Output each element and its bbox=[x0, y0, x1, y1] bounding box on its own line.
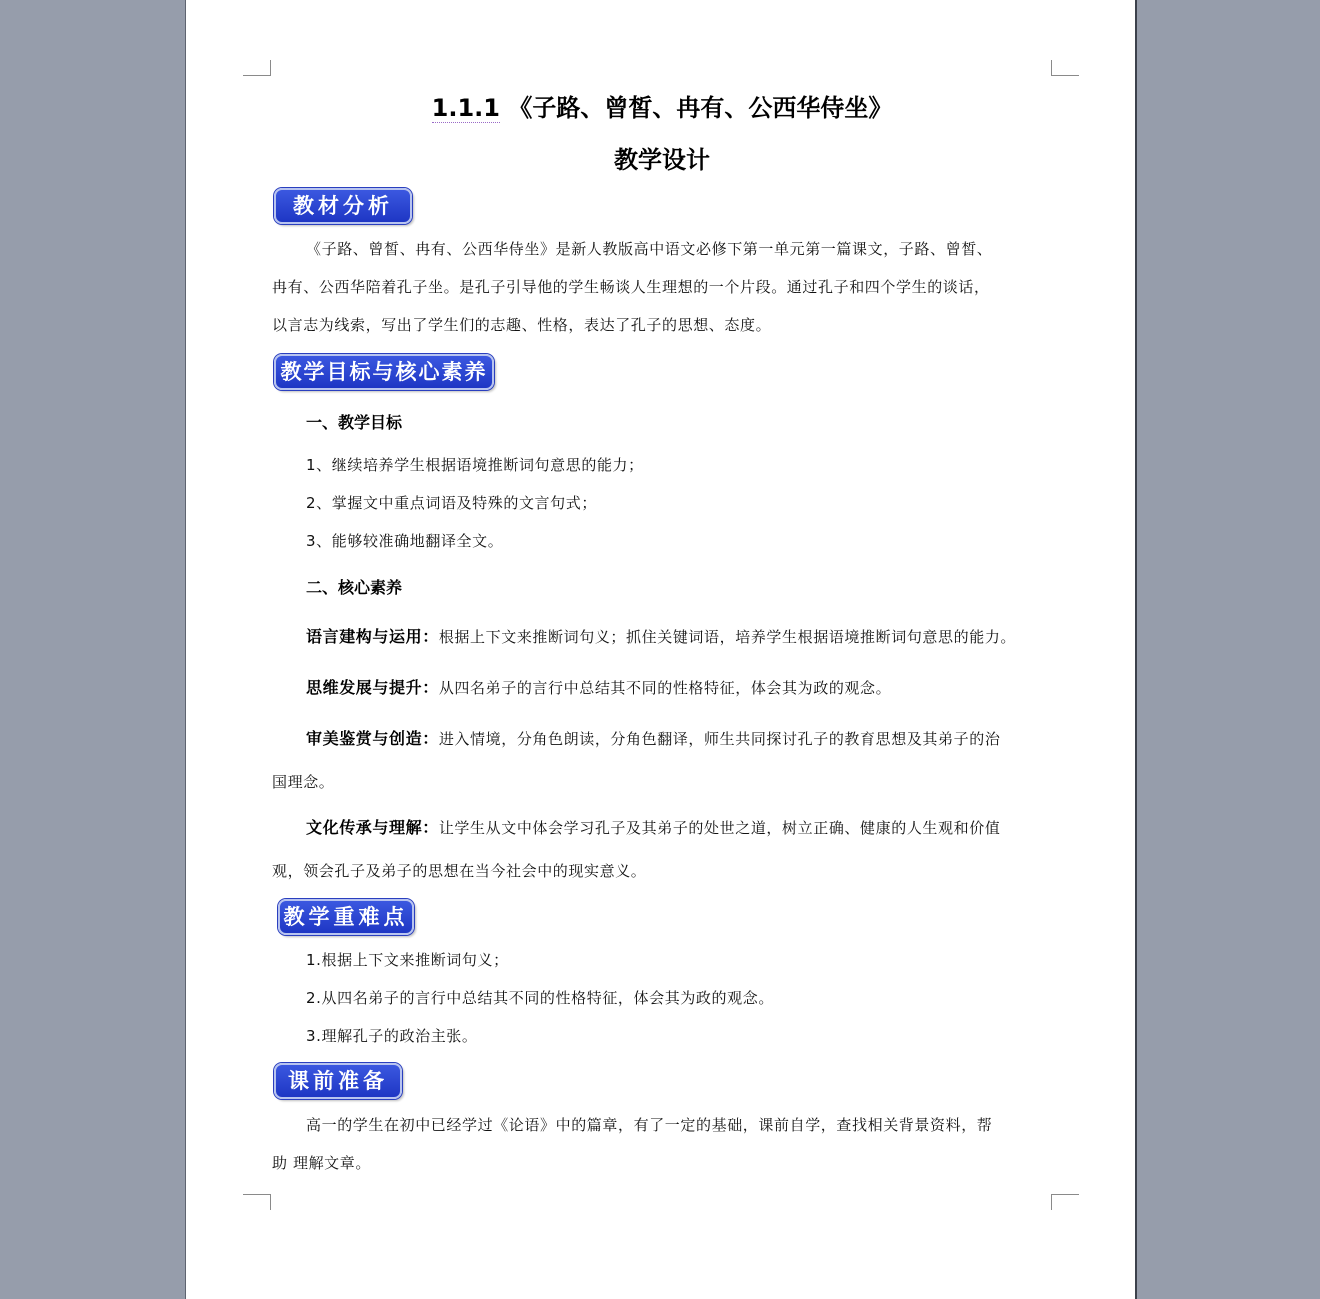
goal-item-1: 1、继续培养学生根据语境推断词句意思的能力； bbox=[306, 456, 644, 474]
goal-item-2: 2、掌握文中重点词语及特殊的文言句式； bbox=[306, 494, 597, 512]
core-term-culture: 文化传承与理解： bbox=[306, 818, 439, 837]
core-heading: 二、核心素养 bbox=[306, 578, 403, 597]
analysis-line-1: 《子路、曾皙、冉有、公西华侍坐》是新人教版高中语文必修下第一单元第一篇课文，子路、曾皙、 bbox=[306, 240, 993, 258]
section-badge-analysis: 教材分析 bbox=[274, 188, 412, 224]
section-badge-preparation: 课前准备 bbox=[274, 1063, 402, 1099]
margin-corner-bottom-left bbox=[243, 1194, 271, 1210]
core-item-thinking bbox=[306, 675, 891, 698]
preparation-line-2: 助 理解文章。 bbox=[272, 1154, 371, 1172]
title-number: 1.1.1 bbox=[431, 94, 500, 122]
core-desc-culture-2: 观，领会孔子及弟子的思想在当今社会中的现实意义。 bbox=[272, 862, 647, 880]
core-item-aesthetic bbox=[306, 726, 1000, 749]
core-desc-language: 根据上下文来推断词句义；抓住关键词语，培养学生根据语境推断词句意思的能力。 bbox=[438, 628, 1017, 646]
title-text: 《子路、曾皙、冉有、公西华侍坐》 bbox=[508, 94, 893, 122]
core-term-language: 语言建构与运用： bbox=[306, 627, 439, 646]
goal-item-3: 3、能够较准确地翻译全文。 bbox=[306, 532, 504, 550]
analysis-line-2: 冉有、公西华陪着孔子坐。是孔子引导他的学生畅谈人生理想的一个片段。通过孔子和四个学生的谈话， bbox=[272, 278, 990, 296]
core-term-thinking: 思维发展与提升： bbox=[306, 678, 439, 697]
core-item-culture bbox=[306, 815, 1000, 838]
preparation-line-1: 高一的学生在初中已经学过《论语》中的篇章，有了一定的基础，课前自学，查找相关背景资料，帮 bbox=[306, 1116, 993, 1134]
document-page bbox=[185, 0, 1137, 1299]
margin-corner-bottom-right bbox=[1051, 1194, 1079, 1210]
core-desc-culture-1: 让学生从文中体会学习孔子及其弟子的处世之道，树立正确、健康的人生观和价值 bbox=[438, 819, 1001, 837]
core-desc-aesthetic-2: 国理念。 bbox=[272, 773, 335, 791]
difficulty-item-2: 2.从四名弟子的言行中总结其不同的性格特征，体会其为政的观念。 bbox=[306, 989, 774, 1007]
core-item-language bbox=[306, 624, 1016, 647]
analysis-line-3: 以言志为线索，写出了学生们的志趣、性格，表达了孔子的思想、态度。 bbox=[272, 316, 772, 334]
difficulty-item-3: 3.理解孔子的政治主张。 bbox=[306, 1027, 478, 1045]
difficulty-item-1: 1.根据上下文来推断词句义； bbox=[306, 951, 509, 969]
core-desc-aesthetic-1: 进入情境，分角色朗读，分角色翻译，师生共同探讨孔子的教育思想及其弟子的治 bbox=[438, 730, 1001, 748]
section-badge-difficulties: 教学重难点 bbox=[278, 899, 414, 935]
section-badge-goals: 教学目标与核心素养 bbox=[274, 354, 494, 390]
document-subtitle: 教学设计 bbox=[614, 146, 710, 174]
core-term-aesthetic: 审美鉴赏与创造： bbox=[306, 729, 439, 748]
margin-corner-top-right bbox=[1051, 60, 1079, 76]
core-desc-thinking: 从四名弟子的言行中总结其不同的性格特征，体会其为政的观念。 bbox=[438, 679, 892, 697]
margin-corner-top-left bbox=[243, 60, 271, 76]
goal-heading: 一、教学目标 bbox=[306, 413, 403, 432]
document-title bbox=[186, 88, 1138, 123]
